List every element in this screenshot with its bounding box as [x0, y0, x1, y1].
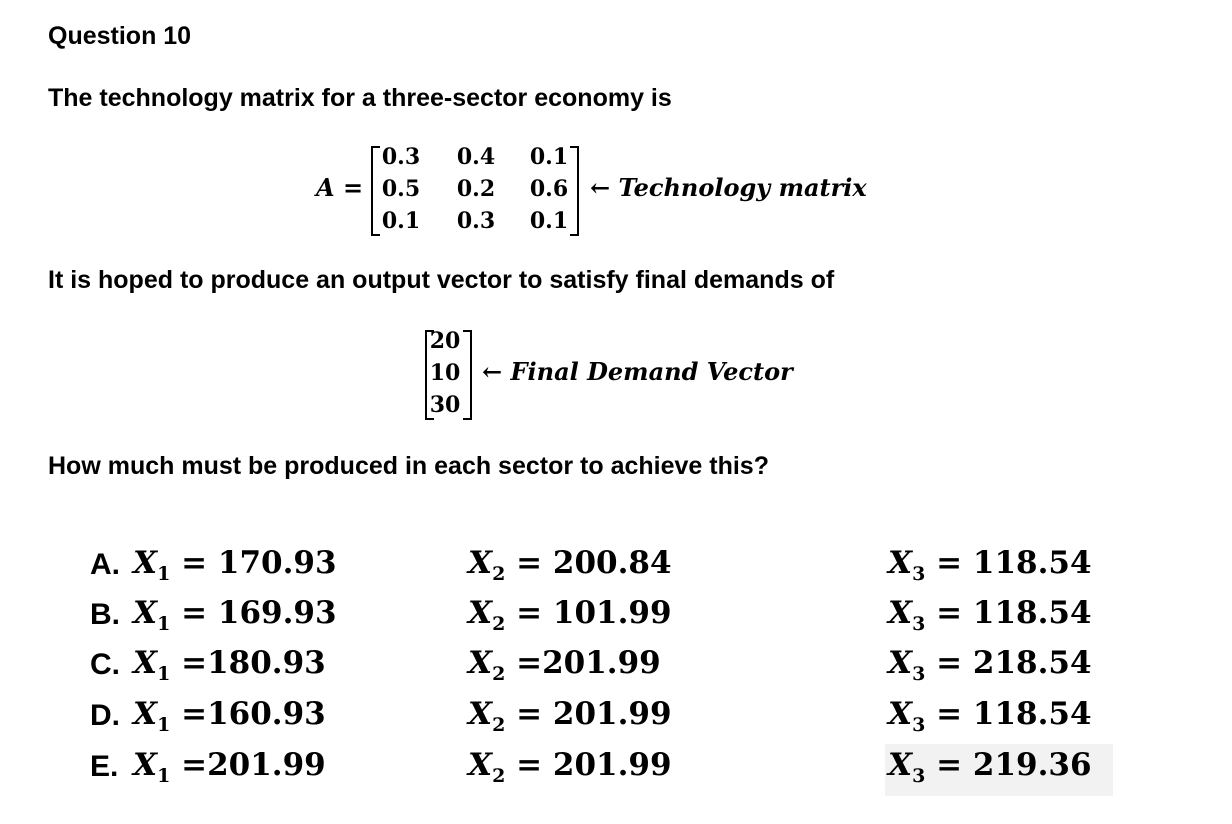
- left-arrow-icon: ←: [590, 173, 611, 202]
- intro-text: The technology matrix for a three-sector economy is: [48, 84, 672, 112]
- option-x2: $X_2 = 101.99$: [468, 595, 672, 635]
- option-x1: $X_1 = 170.93$: [133, 545, 337, 585]
- matrix-cell: 0.1: [381, 208, 421, 234]
- matrix-cell: 0.1: [529, 144, 569, 170]
- matrix-cell: 0.1: [529, 208, 569, 234]
- matrix-cell: 0.2: [456, 176, 496, 202]
- option-x1: $X_1 =180.93$: [133, 645, 326, 685]
- left-arrow-icon: ←: [482, 357, 503, 386]
- option-x2: $X_2 =201.99$: [468, 645, 661, 685]
- option-letter: A.: [90, 548, 120, 581]
- option-x3: $X_3 = 118.54$: [888, 545, 1092, 585]
- option-x1: $X_1 = 169.93$: [133, 595, 337, 635]
- option-x2: $X_2 = 201.99$: [468, 747, 672, 787]
- vector-cell: 30: [429, 392, 461, 418]
- matrix-cell: 0.5: [381, 176, 421, 202]
- option-x3: $X_3 = 118.54$: [888, 696, 1092, 736]
- option-x3: $X_3 = 218.54$: [888, 645, 1092, 685]
- option-letter: D.: [90, 699, 120, 732]
- technology-matrix-note: ← Technology matrix: [590, 173, 867, 202]
- option-letter: B.: [90, 598, 120, 631]
- option-x3: $X_3 = 118.54$: [888, 595, 1092, 635]
- matrix-cell: 0.4: [456, 144, 496, 170]
- question-title: Question 10: [48, 22, 192, 50]
- option-x1: $X_1 =201.99$: [133, 747, 326, 787]
- question-text: How much must be produced in each sector to achieve this?: [48, 452, 769, 480]
- vector-cell: 10: [429, 360, 461, 386]
- option-x3: $X_3 = 219.36$: [888, 747, 1092, 787]
- option-x1: $X_1 =160.93$: [133, 696, 326, 736]
- matrix-cell: 0.3: [381, 144, 421, 170]
- final-demand-note: ← Final Demand Vector: [482, 357, 793, 386]
- option-x2: $X_2 = 200.84$: [468, 545, 672, 585]
- option-letter: E.: [90, 750, 119, 783]
- matrix-cell: 0.6: [529, 176, 569, 202]
- demand-intro-text: It is hoped to produce an output vector to satisfy final demands of: [48, 266, 835, 294]
- matrix-cell: 0.3: [456, 208, 496, 234]
- vector-cell: 20: [429, 328, 461, 354]
- matrix-label: A =: [316, 173, 364, 202]
- option-letter: C.: [90, 648, 120, 681]
- option-x2: $X_2 = 201.99$: [468, 696, 672, 736]
